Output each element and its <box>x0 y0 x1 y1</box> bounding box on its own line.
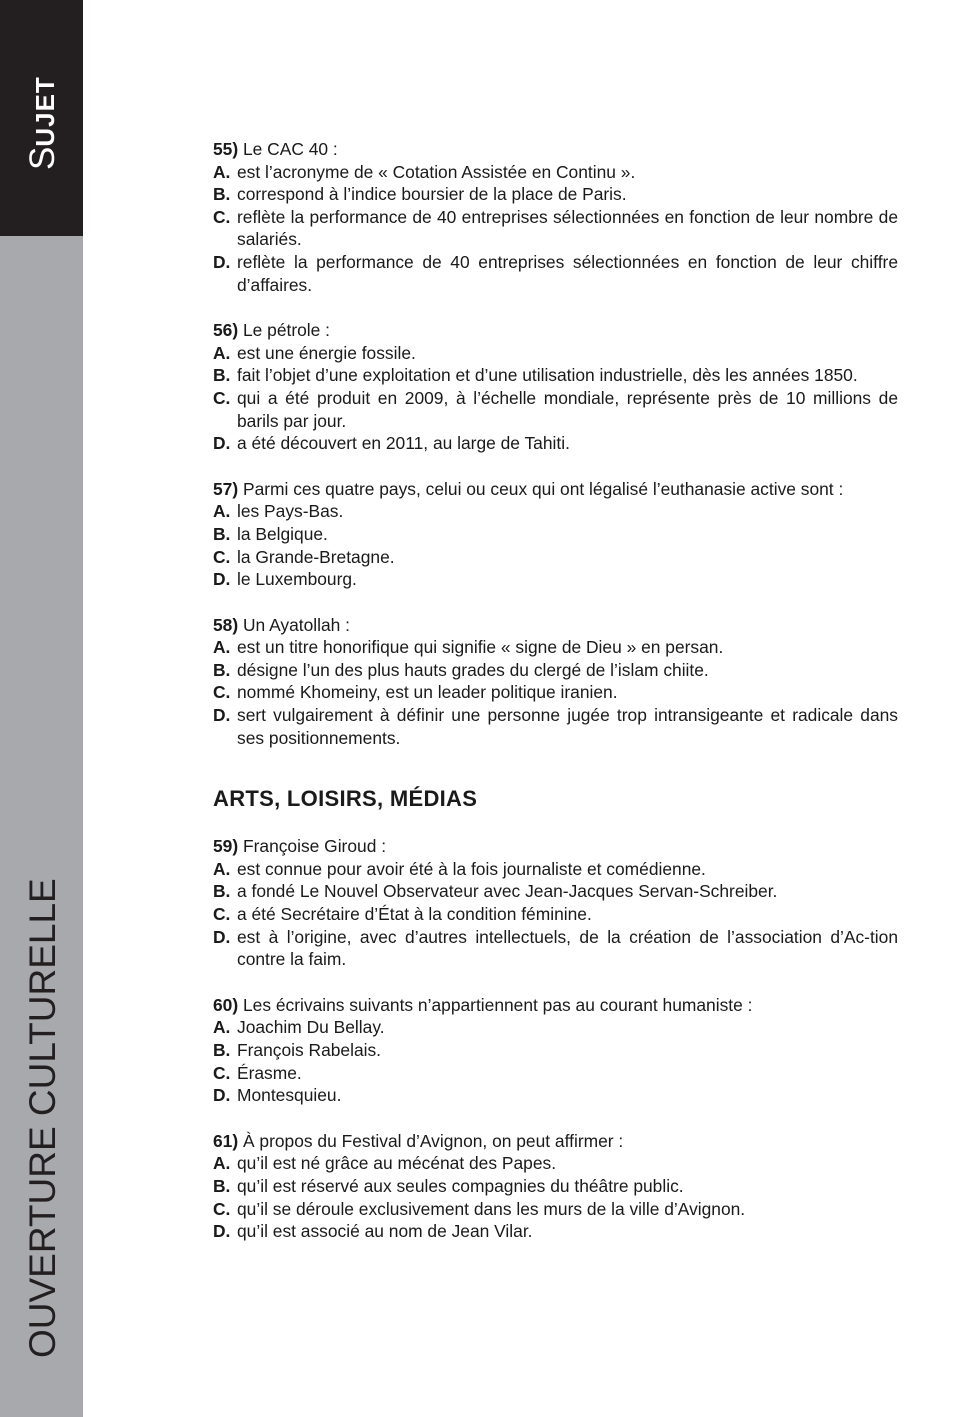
option-letter: A. <box>213 637 231 658</box>
option-letter: B. <box>213 184 231 205</box>
answer-option <box>213 704 898 749</box>
answer-option <box>213 880 898 903</box>
option-letter: C. <box>213 546 231 567</box>
option-text: a été découvert en 2011, au large de Tahiti. <box>237 433 570 454</box>
option-text: Érasme. <box>237 1062 302 1083</box>
question-number: 57) <box>213 478 239 499</box>
sujet-label-initial: S <box>23 146 62 170</box>
option-text: qui a été produit en 2009, à l’échelle mondiale, représente près de 10 millions de barils par jour. <box>237 387 898 431</box>
question-block <box>213 319 898 455</box>
questions-group-before <box>213 138 898 749</box>
option-letter: D. <box>213 569 231 590</box>
option-letter: B. <box>213 523 231 544</box>
option-text: est l’acronyme de « Cotation Assistée en Continu ». <box>237 161 636 182</box>
question-text: Un Ayatollah : <box>242 614 350 635</box>
option-text: qu’il est né grâce au mécénat des Papes. <box>237 1153 557 1174</box>
answer-option <box>213 659 898 682</box>
option-text: le Luxembourg. <box>237 569 357 590</box>
questions-group-after <box>213 835 898 1243</box>
question-line <box>213 614 898 637</box>
question-line <box>213 1130 898 1153</box>
question-block <box>213 478 898 591</box>
question-text: Les écrivains suivants n’appartiennent pas au courant humaniste : <box>242 994 753 1015</box>
question-text: Le CAC 40 : <box>242 139 338 159</box>
option-letter: D. <box>213 433 231 454</box>
option-text: fait l’objet d’une exploitation et d’une utilisation industrielle, dès les années 1850. <box>237 365 858 386</box>
option-text: François Rabelais. <box>237 1040 382 1060</box>
option-text: reflète la performance de 40 entreprises sélectionnées en fonction de leur chiffre d’affaires. <box>237 251 898 295</box>
question-text: Le pétrole : <box>242 320 330 341</box>
option-text: la Grande-Bretagne. <box>237 546 395 567</box>
question-line <box>213 138 898 161</box>
option-letter: A. <box>213 342 231 363</box>
question-text: À propos du Festival d’Avignon, on peut affirmer : <box>242 1130 624 1151</box>
option-letter: D. <box>213 926 231 947</box>
option-text: nommé Khomeiny, est un leader politique iranien. <box>237 682 618 703</box>
option-text: est connue pour avoir été à la fois journaliste et comédienne. <box>237 858 706 879</box>
main-content <box>213 138 898 1266</box>
option-letter: D. <box>213 251 231 272</box>
option-letter: A. <box>213 501 231 522</box>
option-text: qu’il est réservé aux seules compagnies du théâtre public. <box>237 1175 684 1196</box>
option-letter: D. <box>213 1085 231 1106</box>
answer-option <box>213 523 898 546</box>
answer-option <box>213 251 898 296</box>
option-text: sert vulgairement à définir une personne jugée trop intransigeante et radicale dans ses positionnements. <box>237 705 898 748</box>
answer-option <box>213 1016 898 1039</box>
option-letter: C. <box>213 1062 231 1083</box>
option-letter: A. <box>213 858 231 879</box>
option-text: qu’il est associé au nom de Jean Vilar. <box>237 1221 533 1242</box>
option-text: la Belgique. <box>237 523 328 544</box>
answer-option <box>213 903 898 926</box>
answer-option <box>213 432 898 455</box>
answer-option <box>213 342 898 365</box>
option-text: correspond à l’indice boursier de la place de Paris. <box>237 184 627 205</box>
question-block <box>213 835 898 971</box>
question-number: 55) <box>213 139 239 159</box>
option-letter: D. <box>213 1221 231 1242</box>
option-letter: B. <box>213 1040 231 1060</box>
option-letter: C. <box>213 387 231 408</box>
option-letter: B. <box>213 1175 231 1196</box>
option-letter: A. <box>213 1017 231 1038</box>
option-text: qu’il se déroule exclusivement dans les murs de la ville d’Avignon. <box>237 1198 746 1219</box>
answer-option <box>213 387 898 432</box>
question-number: 60) <box>213 994 239 1015</box>
question-number: 59) <box>213 836 239 857</box>
option-text: est à l’origine, avec d’autres intellectuels, de la création de l’association d’Ac-tion contre la faim. <box>237 926 898 970</box>
question-block <box>213 138 898 296</box>
answer-option <box>213 206 898 251</box>
question-number: 58) <box>213 614 239 635</box>
option-letter: C. <box>213 682 231 703</box>
option-text: Joachim Du Bellay. <box>237 1017 385 1038</box>
answer-option <box>213 681 898 704</box>
option-letter: B. <box>213 659 231 680</box>
question-block <box>213 994 898 1107</box>
question-line <box>213 994 898 1017</box>
option-text: est une énergie fossile. <box>237 342 416 363</box>
answer-option <box>213 636 898 659</box>
answer-option <box>213 161 898 184</box>
question-line <box>213 319 898 342</box>
option-text: désigne l’un des plus hauts grades du clergé de l’islam chiite. <box>237 659 709 680</box>
sujet-label-rest: UJET <box>30 76 60 147</box>
option-letter: B. <box>213 881 231 902</box>
option-letter: C. <box>213 904 231 925</box>
section-heading: ARTS, LOISIRS, MÉDIAS <box>213 786 478 812</box>
option-text: reflète la performance de 40 entreprises sélectionnées en fonction de leur nombre de salariés. <box>237 206 898 250</box>
answer-option <box>213 546 898 569</box>
question-line <box>213 835 898 858</box>
question-line <box>213 478 898 501</box>
question-text: Parmi ces quatre pays, celui ou ceux qui ont légalisé l’euthanasie active sont : <box>242 478 844 499</box>
ouverture-culturelle-label: OUVERTURE CULTURELLE <box>22 878 63 1358</box>
option-letter: C. <box>213 206 231 227</box>
option-letter: C. <box>213 1198 231 1219</box>
answer-option <box>213 858 898 881</box>
option-text: les Pays-Bas. <box>237 501 344 522</box>
answer-option <box>213 1175 898 1198</box>
option-letter: B. <box>213 365 231 386</box>
option-letter: D. <box>213 705 231 726</box>
question-block <box>213 614 898 750</box>
option-letter: A. <box>213 161 231 182</box>
answer-option <box>213 1152 898 1175</box>
answer-option <box>213 183 898 206</box>
option-text: a fondé Le Nouvel Observateur avec Jean-Jacques Servan-Schreiber. <box>237 881 778 902</box>
answer-option <box>213 500 898 523</box>
question-number: 61) <box>213 1130 239 1151</box>
answer-option <box>213 1220 898 1243</box>
answer-option <box>213 1039 898 1062</box>
option-text: a été Secrétaire d’État à la condition féminine. <box>237 904 592 925</box>
answer-option <box>213 1198 898 1221</box>
answer-option <box>213 568 898 591</box>
question-number: 56) <box>213 320 239 341</box>
answer-option <box>213 1084 898 1107</box>
option-text: Montesquieu. <box>237 1085 342 1106</box>
option-letter: A. <box>213 1153 231 1174</box>
question-block <box>213 1130 898 1243</box>
answer-option <box>213 1062 898 1085</box>
question-text: Françoise Giroud : <box>242 836 387 857</box>
answer-option <box>213 926 898 971</box>
sujet-label <box>24 76 62 170</box>
answer-option <box>213 364 898 387</box>
option-text: est un titre honorifique qui signifie « signe de Dieu » en persan. <box>237 637 724 658</box>
